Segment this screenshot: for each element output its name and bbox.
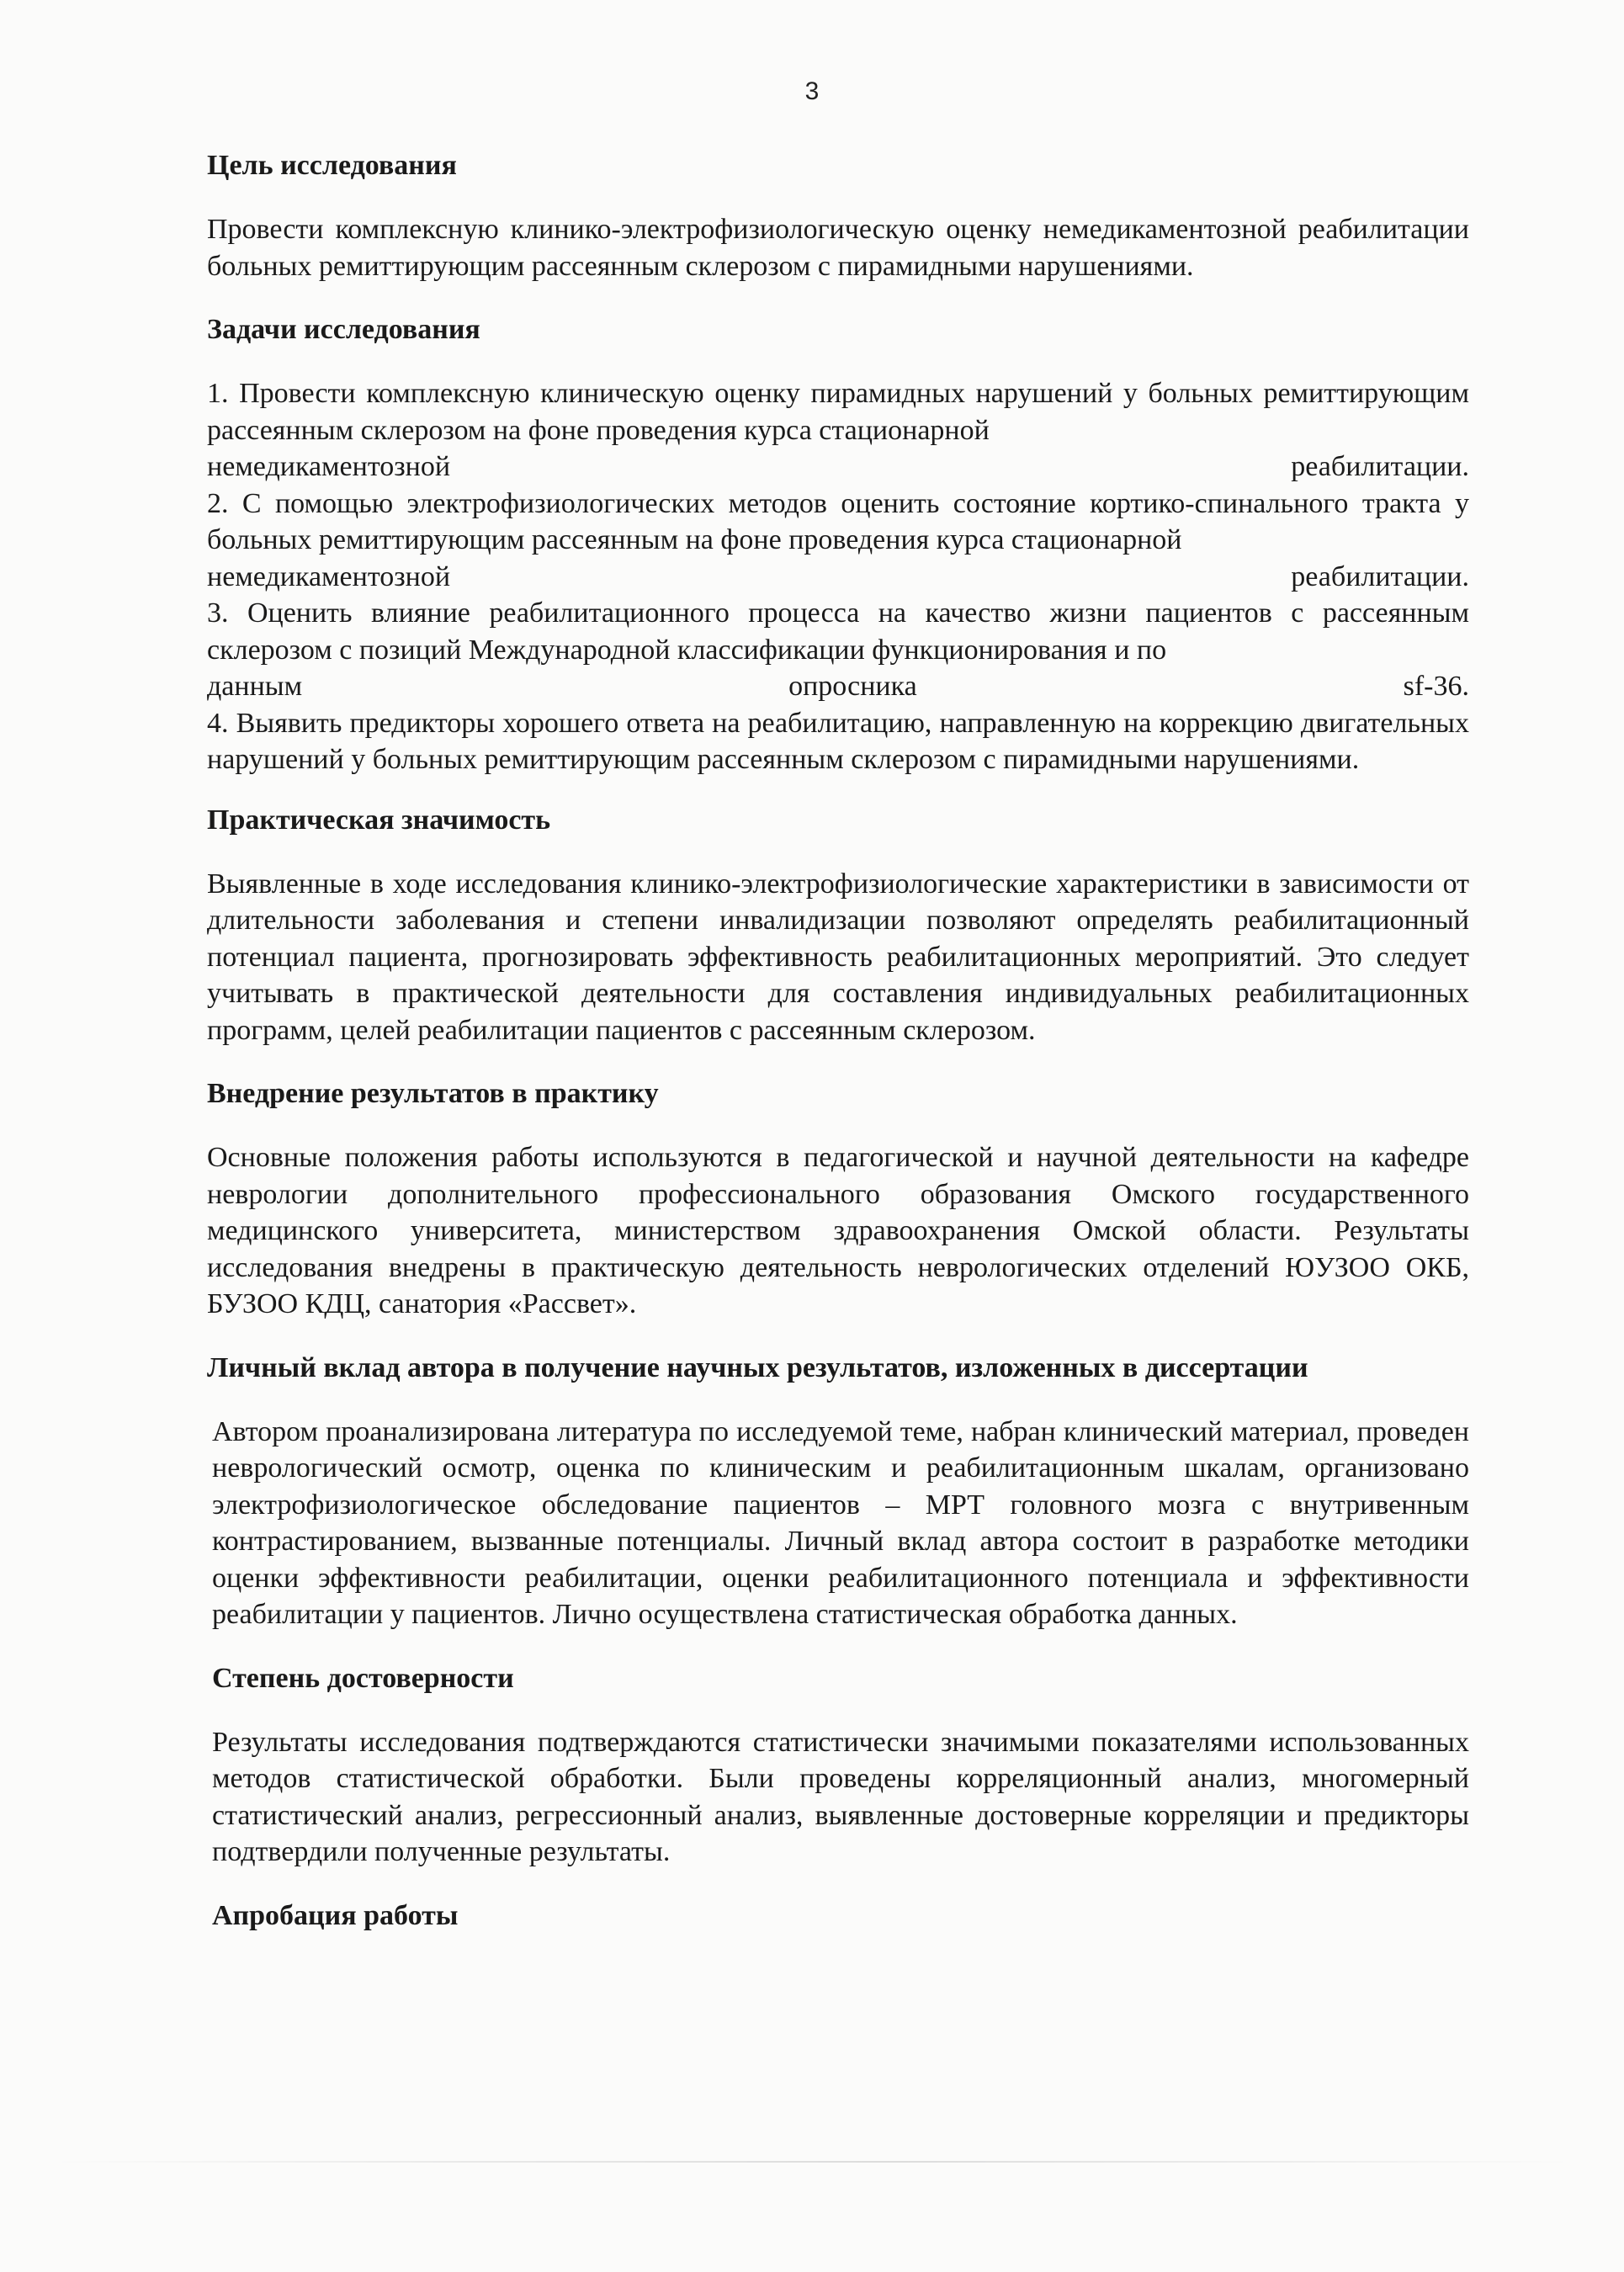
practical-heading: Практическая значимость <box>207 804 551 836</box>
scan-artifact-line <box>50 2161 1574 2163</box>
task-4: 4. Выявить предикторы хорошего ответа на реабилитацию, направленную на коррекцию двигательных нарушений у больных ремиттирующим рассеянным склерозом с пирамидными нарушениями. <box>207 707 1469 775</box>
contribution-heading: Личный вклад автора в получение научных результатов, изложенных в диссертации <box>207 1351 1308 1383</box>
task-2 <box>207 486 1469 596</box>
reliability-heading: Степень достоверности <box>212 1662 514 1694</box>
task-2-word-right: реабилитации. <box>1291 560 1469 592</box>
document-body <box>207 147 1469 1961</box>
task-1-word-left: немедикаментозной <box>207 451 451 482</box>
task-2-last-line <box>207 559 1469 596</box>
implementation-heading: Внедрение результатов в практику <box>207 1078 659 1109</box>
reliability-text: Результаты исследования подтверждаются статистически значимыми показателями использованных методов статистической обработки. Были проведены корреляционный анализ, многомерный статистический анализ, регрессионный анализ, выявленные достоверные корреляции и предикторы подтвердили полученные результаты. <box>212 1726 1469 1867</box>
implementation-text: Основные положения работы используются в педагогической и научной деятельности на кафедре неврологии дополнительного профессионального образования Омского государственного медицинского университета, министерством здравоохранения Омской области. Результаты исследования внедрены в практическую деятельность неврологических отделений ЮУЗОО ОКБ, БУЗОО КДЦ, санатория «Рассвет». <box>207 1142 1469 1319</box>
task-3-last-line <box>207 668 1469 705</box>
task-3 <box>207 595 1469 705</box>
task-3-word-mid: опросника <box>788 671 917 702</box>
page-number: 3 <box>804 77 820 105</box>
tasks-list <box>207 375 1469 778</box>
goal-text: Провести комплексную клинико-электрофизиологическую оценку немедикаментозной реабилитации больных ремиттирующим рассеянным склерозом с пирамидными нарушениями. <box>207 214 1469 282</box>
goal-heading: Цель исследования <box>207 150 457 181</box>
task-1-text: 1. Провести комплексную клиническую оценку пирамидных нарушений у больных ремиттирующим рассеянным склерозом на фоне проведения курса стационарной <box>207 378 1469 446</box>
task-1-last-line <box>207 449 1469 486</box>
approbation-heading: Апробация работы <box>212 1899 459 1931</box>
task-3-text: 3. Оценить влияние реабилитационного процесса на качество жизни пациентов с рассеянным склерозом с позиций Международной классификации функционирования и по <box>207 597 1469 666</box>
contribution-text: Автором проанализирована литература по исследуемой теме, набран клинический материал, проведен неврологический осмотр, оценка по клиническим и реабилитационным шкалам, организовано электрофизиологическое обследование пациентов – МРТ головного мозга с внутривенным контрастированием, вызванные потенциалы. Личный вклад автора состоит в разработке методики оценки эффективности реабилитации, оценки реабилитационного потенциала и эффективности реабилитации у пациентов. Лично осуществлена статистическая обработка данных. <box>212 1415 1469 1630</box>
practical-text: Выявленные в ходе исследования клинико-электрофизиологические характеристики в зависимости от длительности заболевания и степени инвалидизации позволяют определять реабилитационный потенциал пациента, прогнозировать эффективность реабилитационных мероприятий. Это следует учитывать в практической деятельности для составления индивидуальных реабилитационных программ, целей реабилитации пациентов с рассеянным склерозом. <box>207 868 1469 1046</box>
tasks-heading: Задачи исследования <box>207 314 480 345</box>
task-3-word-right: sf-36. <box>1403 671 1469 702</box>
task-2-text: 2. С помощью электрофизиологических методов оценить состояние кортико-спинального тракта у больных ремиттирующим рассеянным на фоне проведения курса стационарной <box>207 487 1469 555</box>
task-2-word-left: немедикаментозной <box>207 560 451 592</box>
task-1 <box>207 375 1469 486</box>
task-1-word-right: реабилитации. <box>1291 451 1469 482</box>
task-3-word-left: данным <box>207 671 303 702</box>
